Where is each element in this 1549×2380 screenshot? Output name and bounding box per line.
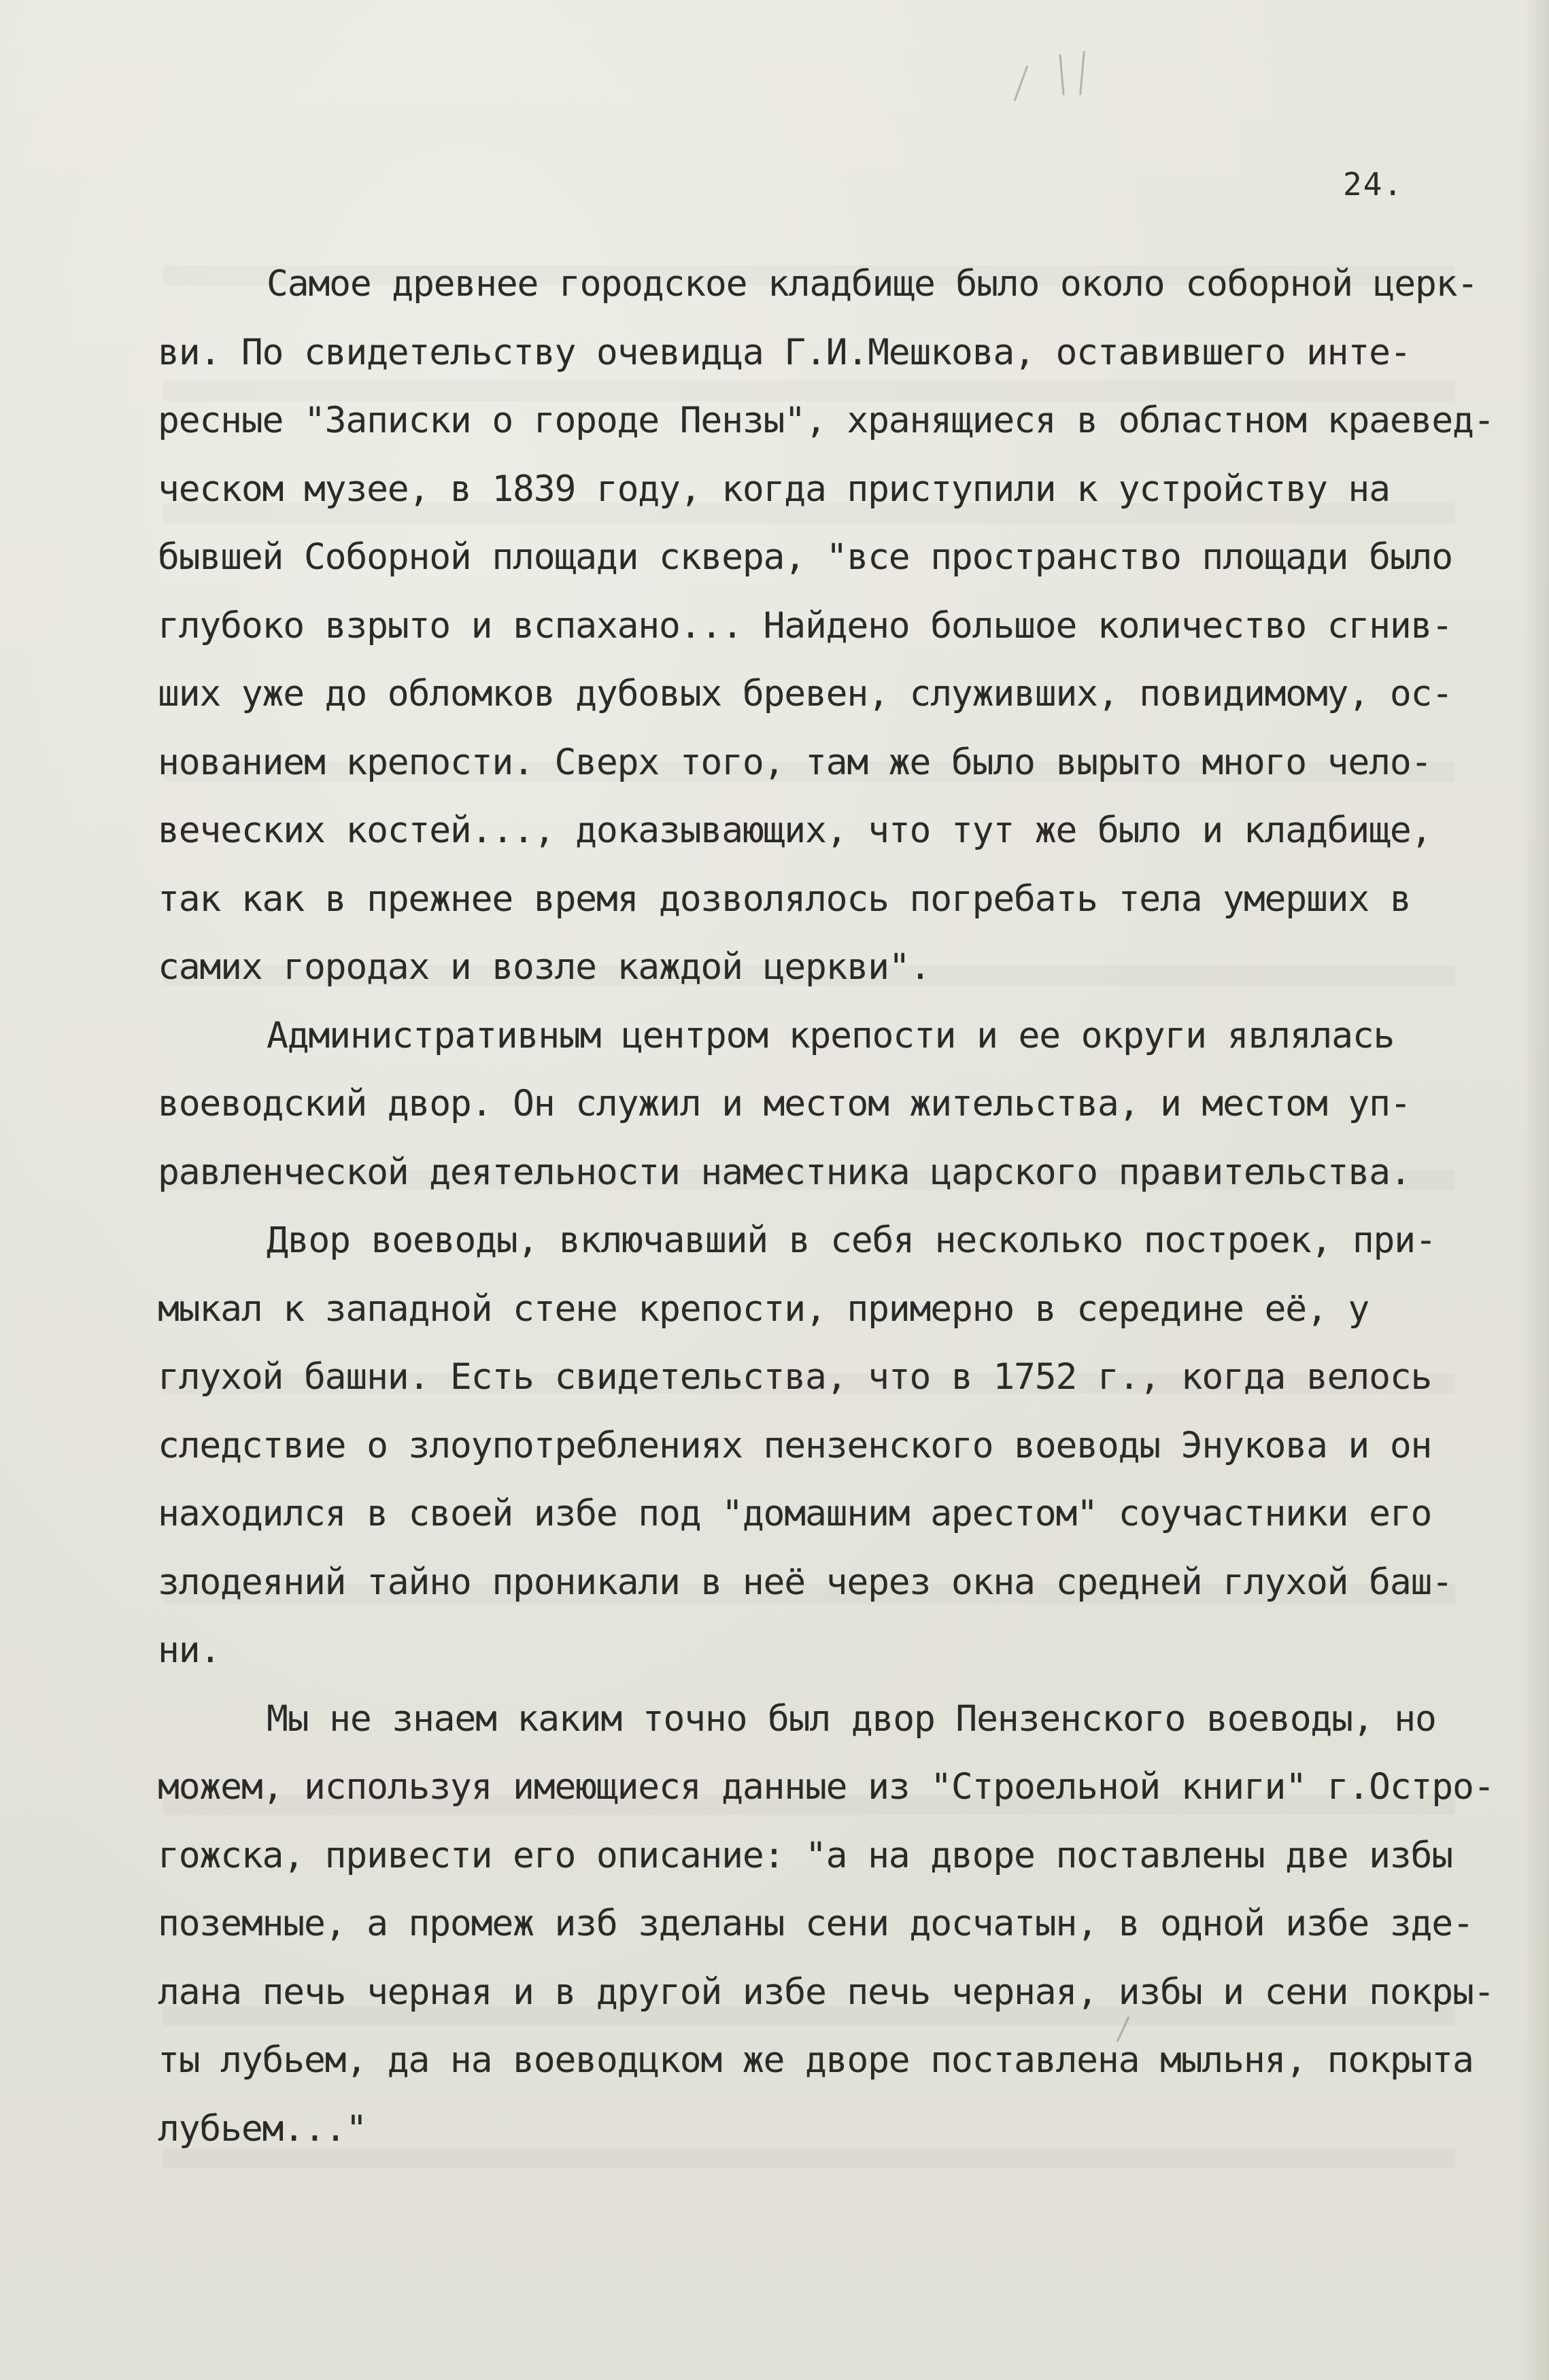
text-line: ни.: [158, 1629, 221, 1671]
text-line: находился в своей избе под "домашним арестом" соучастники его: [158, 1493, 1432, 1534]
text-line: бывшей Соборной площади сквера, "все пространство площади было: [158, 536, 1452, 578]
body-text: [158, 250, 1504, 2163]
text-line: глубоко взрыто и вспахано... Найдено большое количество сгнив-: [158, 604, 1452, 646]
text-line: гожска, привести его описание: "а на дворе поставлены две избы: [158, 1834, 1452, 1876]
text-line: воеводский двор. Он служил и местом жительства, и местом уп-: [158, 1083, 1411, 1124]
text-line: ческом музее, в 1839 году, когда приступили к устройству на: [158, 468, 1390, 510]
text-line: веческих костей..., доказывающих, что тут же было и кладбище,: [158, 810, 1432, 851]
pencil-mark: [1079, 51, 1085, 95]
text-line: лана печь черная и в другой избе печь черная, избы и сени покры-: [158, 1971, 1495, 2013]
text-line: нованием крепости. Сверх того, там же было вырыто много чело-: [158, 741, 1432, 783]
text-line: Самое древнее городское кладбище было около соборной церк-: [267, 263, 1478, 305]
text-line: злодеяний тайно проникали в неё через окна средней глухой баш-: [158, 1561, 1452, 1603]
text-line: следствие о злоупотреблениях пензенского воеводы Энукова и он: [158, 1424, 1432, 1466]
page-number: 24.: [1343, 166, 1404, 203]
page-edge-shadow: [1522, 0, 1549, 2380]
text-line: ты лубьем, да на воеводцком же дворе поставлена мыльня, покрыта: [158, 2039, 1474, 2081]
text-line: Административным центром крепости и ее округи являлась: [267, 1014, 1395, 1056]
text-line: так как в прежнее время дозволялось погребать тела умерших в: [158, 878, 1411, 920]
text-line: мыкал к западной стене крепости, примерно в середине её, у: [158, 1288, 1369, 1330]
text-line: самих городах и возле каждой церкви".: [158, 946, 931, 988]
text-line: равленческой деятельности наместника царского правительства.: [158, 1151, 1411, 1193]
pencil-mark: [1059, 54, 1064, 95]
text-line: можем, используя имеющиеся данные из "Строельной книги" г.Остро-: [158, 1766, 1495, 1808]
text-line: ресные "Записки о городе Пензы", хранящиеся в областном краевед-: [158, 400, 1495, 441]
pencil-mark: [1014, 65, 1029, 101]
text-line: поземные, а промеж изб зделаны сени досчатын, в одной избе зде-: [158, 1903, 1474, 1944]
text-line: ших уже до обломков дубовых бревен, служивших, повидимому, ос-: [158, 673, 1452, 714]
text-line: ви. По свидетельству очевидца Г.И.Мешкова, оставившего инте-: [158, 331, 1411, 373]
text-line: Двор воеводы, включавший в себя несколько построек, при-: [267, 1220, 1436, 1261]
text-line: Мы не знаем каким точно был двор Пензенского воеводы, но: [267, 1697, 1436, 1740]
text-line: глухой башни. Есть свидетельства, что в 1752 г., когда велось: [158, 1356, 1432, 1398]
text-line: лубьем...": [158, 2107, 367, 2150]
